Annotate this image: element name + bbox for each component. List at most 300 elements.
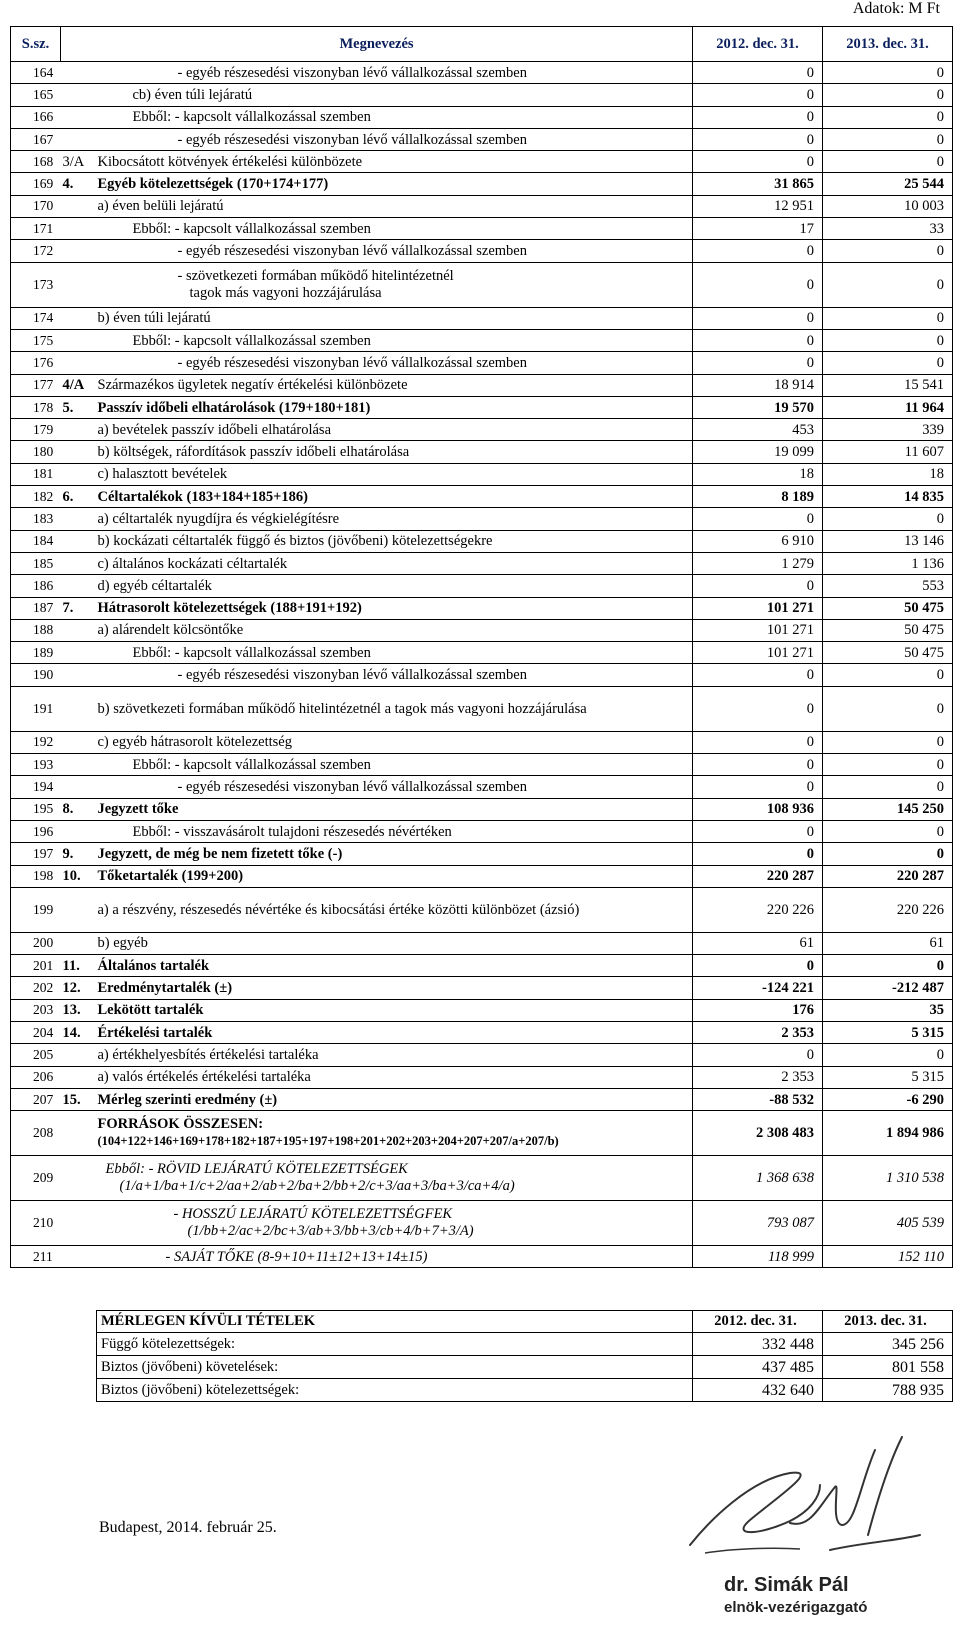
table-row <box>11 664 953 686</box>
value-2013: -6 290 <box>823 1088 953 1110</box>
row-number: 188 <box>11 619 61 641</box>
value-2012: 0 <box>693 307 823 329</box>
table-row <box>11 887 953 932</box>
table-row <box>11 374 953 396</box>
value-2012: 101 271 <box>693 619 823 641</box>
row-code <box>61 307 96 329</box>
value-2013: 15 541 <box>823 374 953 396</box>
value-2013: 35 <box>823 999 953 1021</box>
row-description: - egyéb részesedési viszonyban lévő vállalkozással szemben <box>96 62 693 84</box>
value-2012: 108 936 <box>693 798 823 820</box>
row-description: - egyéb részesedési viszonyban lévő vállalkozással szemben <box>96 240 693 262</box>
value-2012: 17 <box>693 218 823 240</box>
row-number: 172 <box>11 240 61 262</box>
table-row <box>11 1066 953 1088</box>
row-code: 4/A <box>61 374 96 396</box>
row-number: 184 <box>11 530 61 552</box>
row-description: Ebből: - kapcsolt vállalkozással szemben <box>96 218 693 240</box>
value-2012: 453 <box>693 419 823 441</box>
off-balance-header-row <box>97 1311 953 1333</box>
row-number: 175 <box>11 329 61 351</box>
signer-name: dr. Simák Pál <box>724 1574 849 1596</box>
row-number: 180 <box>11 441 61 463</box>
value-2012: 0 <box>693 820 823 842</box>
value-2012: 18 914 <box>693 374 823 396</box>
value-2013: 50 475 <box>823 619 953 641</box>
value-2012: 0 <box>693 754 823 776</box>
value-2013: 0 <box>823 686 953 731</box>
value-2013: 0 <box>823 664 953 686</box>
row-code: 9. <box>61 843 96 865</box>
row-code: 4. <box>61 173 96 195</box>
value-2012: 61 <box>693 932 823 954</box>
row-number: 192 <box>11 731 61 753</box>
value-2013: 0 <box>823 62 953 84</box>
row-number: 189 <box>11 642 61 664</box>
off-balance-row <box>97 1333 953 1356</box>
row-code <box>61 887 96 932</box>
row-number: 209 <box>11 1156 61 1201</box>
off-balance-value-2012: 432 640 <box>693 1379 823 1402</box>
liabilities-table <box>10 26 953 1268</box>
row-number: 171 <box>11 218 61 240</box>
row-description: Hátrasorolt kötelezettségek (188+191+192) <box>96 597 693 619</box>
value-2012: 12 951 <box>693 195 823 217</box>
value-2012: 0 <box>693 106 823 128</box>
row-number: 206 <box>11 1066 61 1088</box>
row-description: a) céltartalék nyugdíjra és végkielégítésre <box>96 508 693 530</box>
table-row <box>11 1111 953 1156</box>
table-row <box>11 128 953 150</box>
row-number: 201 <box>11 955 61 977</box>
value-2012: 0 <box>693 62 823 84</box>
value-2012: 0 <box>693 1044 823 1066</box>
row-code <box>61 84 96 106</box>
row-description-line: FORRÁSOK ÖSSZESEN: <box>97 1116 264 1133</box>
row-number: 177 <box>11 374 61 396</box>
place-date: Budapest, 2014. február 25. <box>99 1519 277 1536</box>
off-balance-label: Függő kötelezettségek: <box>97 1333 693 1356</box>
table-row <box>11 977 953 999</box>
row-description: Ebből: - kapcsolt vállalkozással szemben <box>96 642 693 664</box>
row-number: 164 <box>11 62 61 84</box>
value-2012: 1 368 638 <box>693 1156 823 1201</box>
value-2012: 0 <box>693 84 823 106</box>
header-2012: 2012. dec. 31. <box>693 27 823 62</box>
value-2013: 0 <box>823 731 953 753</box>
signer-title: elnök-vezérigazgató <box>724 1599 868 1616</box>
value-2013: 0 <box>823 329 953 351</box>
table-row <box>11 508 953 530</box>
table-row <box>11 151 953 173</box>
row-description: b) költségek, ráfordítások passzív időbeli elhatárolása <box>96 441 693 463</box>
table-row <box>11 106 953 128</box>
row-code: 13. <box>61 999 96 1021</box>
table-row <box>11 1201 953 1246</box>
row-description: a) alárendelt kölcsöntőke <box>96 619 693 641</box>
row-code: 3/A <box>61 151 96 173</box>
row-number: 210 <box>11 1201 61 1246</box>
unit-label: Adatok: M Ft <box>852 0 940 17</box>
row-code <box>61 128 96 150</box>
row-description: cb) éven túli lejáratú <box>96 84 693 106</box>
table-row <box>11 619 953 641</box>
header-2013: 2013. dec. 31. <box>823 27 953 62</box>
row-number: 195 <box>11 798 61 820</box>
value-2012: 19 570 <box>693 396 823 418</box>
row-description: b) éven túli lejáratú <box>96 307 693 329</box>
table-row <box>11 731 953 753</box>
row-code <box>61 776 96 798</box>
row-number: 204 <box>11 1021 61 1043</box>
row-number: 166 <box>11 106 61 128</box>
row-number: 199 <box>11 887 61 932</box>
value-2013: 0 <box>823 240 953 262</box>
row-description-line: tagok más vagyoni hozzájárulása <box>189 284 382 301</box>
table-row <box>11 776 953 798</box>
row-code <box>61 642 96 664</box>
table-row <box>11 463 953 485</box>
table-row <box>11 419 953 441</box>
row-description: Általános tartalék <box>96 955 693 977</box>
row-code <box>61 195 96 217</box>
row-description-line: (1/bb+2/ac+2/bc+3/ab+3/bb+3/cb+4/b+7+3/A) <box>187 1223 474 1240</box>
row-code <box>61 62 96 84</box>
row-description: b) egyéb <box>96 932 693 954</box>
row-number: 176 <box>11 352 61 374</box>
value-2012: 0 <box>693 240 823 262</box>
value-2013: 14 835 <box>823 486 953 508</box>
off-balance-header-2012: 2012. dec. 31. <box>693 1311 823 1333</box>
value-2013: 0 <box>823 106 953 128</box>
row-code: 14. <box>61 1021 96 1043</box>
table-row <box>11 754 953 776</box>
off-balance-value-2013: 345 256 <box>823 1333 953 1356</box>
row-description: Ebből: - visszavásárolt tulajdoni részesedés névértéken <box>96 820 693 842</box>
value-2013: 50 475 <box>823 642 953 664</box>
row-description <box>96 262 693 307</box>
table-row <box>11 552 953 574</box>
value-2013: 0 <box>823 128 953 150</box>
table-row <box>11 352 953 374</box>
row-code <box>61 218 96 240</box>
table-row <box>11 329 953 351</box>
row-code <box>61 820 96 842</box>
value-2013: 33 <box>823 218 953 240</box>
value-2013: 5 315 <box>823 1066 953 1088</box>
row-description-line: - HOSSZÚ LEJÁRATÚ KÖTELEZETTSÉGFEK <box>173 1206 453 1223</box>
row-number: 169 <box>11 173 61 195</box>
row-code <box>61 530 96 552</box>
row-code <box>61 1044 96 1066</box>
value-2013: 405 539 <box>823 1201 953 1246</box>
value-2012: 8 189 <box>693 486 823 508</box>
table-row <box>11 530 953 552</box>
value-2013: 0 <box>823 352 953 374</box>
row-number: 168 <box>11 151 61 173</box>
row-code: 10. <box>61 865 96 887</box>
value-2012: 220 226 <box>693 887 823 932</box>
row-code <box>61 575 96 597</box>
row-number: 191 <box>11 686 61 731</box>
table-row <box>11 173 953 195</box>
row-description <box>96 1111 693 1156</box>
row-code: 7. <box>61 597 96 619</box>
value-2012: 0 <box>693 128 823 150</box>
row-code: 12. <box>61 977 96 999</box>
value-2013: 0 <box>823 151 953 173</box>
row-code <box>61 686 96 731</box>
off-balance-title: MÉRLEGEN KÍVÜLI TÉTELEK <box>97 1311 693 1333</box>
header-name: Megnevezés <box>61 27 693 62</box>
off-balance-value-2012: 332 448 <box>693 1333 823 1356</box>
off-balance-value-2013: 801 558 <box>823 1356 953 1379</box>
value-2012: 0 <box>693 843 823 865</box>
value-2013: 0 <box>823 820 953 842</box>
value-2012: 2 353 <box>693 1066 823 1088</box>
row-code <box>61 262 96 307</box>
table-row <box>11 1246 953 1268</box>
row-description: a) értékhelyesbítés értékelési tartaléka <box>96 1044 693 1066</box>
row-description: Tőketartalék (199+200) <box>96 865 693 887</box>
value-2013: 553 <box>823 575 953 597</box>
row-description: Eredménytartalék (±) <box>96 977 693 999</box>
off-balance-value-2012: 437 485 <box>693 1356 823 1379</box>
value-2012: 31 865 <box>693 173 823 195</box>
row-code <box>61 932 96 954</box>
row-number: 181 <box>11 463 61 485</box>
off-balance-header-2013: 2013. dec. 31. <box>823 1311 953 1333</box>
row-code: 5. <box>61 396 96 418</box>
value-2012: 19 099 <box>693 441 823 463</box>
table-row <box>11 820 953 842</box>
value-2013: 0 <box>823 955 953 977</box>
value-2012: 0 <box>693 151 823 173</box>
value-2012: 0 <box>693 776 823 798</box>
row-description: - egyéb részesedési viszonyban lévő vállalkozással szemben <box>96 352 693 374</box>
table-row <box>11 642 953 664</box>
table-row <box>11 575 953 597</box>
table-row <box>11 307 953 329</box>
row-code: 15. <box>61 1088 96 1110</box>
off-balance-label: Biztos (jövőbeni) kötelezettségek: <box>97 1379 693 1402</box>
row-number: 183 <box>11 508 61 530</box>
row-description: - egyéb részesedési viszonyban lévő vállalkozással szemben <box>96 128 693 150</box>
value-2012: 2 308 483 <box>693 1111 823 1156</box>
row-number: 179 <box>11 419 61 441</box>
value-2012: 0 <box>693 352 823 374</box>
row-description: d) egyéb céltartalék <box>96 575 693 597</box>
row-description: c) általános kockázati céltartalék <box>96 552 693 574</box>
row-code <box>61 1201 96 1246</box>
table-header-row <box>11 27 953 62</box>
value-2013: 220 226 <box>823 887 953 932</box>
row-number: 170 <box>11 195 61 217</box>
table-row <box>11 798 953 820</box>
row-description: Ebből: - kapcsolt vállalkozással szemben <box>96 329 693 351</box>
table-row <box>11 1044 953 1066</box>
row-description-line: Ebből: - RÖVID LEJÁRATÚ KÖTELEZETTSÉGEK <box>105 1161 408 1178</box>
table-row <box>11 84 953 106</box>
value-2012: 18 <box>693 463 823 485</box>
value-2012: 176 <box>693 999 823 1021</box>
row-description: b) szövetkezeti formában működő hitelintézetnél a tagok más vagyoni hozzájárulása <box>96 686 693 731</box>
row-description: Származékos ügyletek negatív értékelési különbözete <box>96 374 693 396</box>
row-code: 6. <box>61 486 96 508</box>
value-2013: 1 136 <box>823 552 953 574</box>
value-2013: 220 287 <box>823 865 953 887</box>
table-row <box>11 441 953 463</box>
value-2012: 0 <box>693 262 823 307</box>
row-code <box>61 731 96 753</box>
value-2012: 118 999 <box>693 1246 823 1268</box>
row-number: 202 <box>11 977 61 999</box>
off-balance-value-2013: 788 935 <box>823 1379 953 1402</box>
value-2013: 339 <box>823 419 953 441</box>
row-description: Jegyzett tőke <box>96 798 693 820</box>
row-number: 211 <box>11 1246 61 1268</box>
signature-image <box>670 1425 930 1575</box>
row-number: 173 <box>11 262 61 307</box>
row-code <box>61 463 96 485</box>
value-2013: 0 <box>823 754 953 776</box>
row-number: 167 <box>11 128 61 150</box>
table-row <box>11 396 953 418</box>
table-row <box>11 955 953 977</box>
value-2012: -124 221 <box>693 977 823 999</box>
row-number: 174 <box>11 307 61 329</box>
row-description-line: (104+122+146+169+178+182+187+195+197+198+201+202+203+204+207+207/a+207/b) <box>97 1134 559 1149</box>
value-2013: 50 475 <box>823 597 953 619</box>
row-description: Céltartalékok (183+184+185+186) <box>96 486 693 508</box>
table-row <box>11 865 953 887</box>
value-2012: 0 <box>693 686 823 731</box>
row-number: 196 <box>11 820 61 842</box>
table-row <box>11 1088 953 1110</box>
off-balance-row <box>97 1356 953 1379</box>
row-code <box>61 352 96 374</box>
row-description: Kibocsátott kötvények értékelési különbözete <box>96 151 693 173</box>
row-number: 182 <box>11 486 61 508</box>
row-code <box>61 441 96 463</box>
value-2013: 0 <box>823 84 953 106</box>
value-2013: 11 607 <box>823 441 953 463</box>
table-row <box>11 1156 953 1201</box>
row-description: a) éven belüli lejáratú <box>96 195 693 217</box>
value-2013: 0 <box>823 262 953 307</box>
row-description: Mérleg szerinti eredmény (±) <box>96 1088 693 1110</box>
row-description-line: (1/a+1/ba+1/c+2/aa+2/ab+2/ba+2/bb+2/c+3/aa+3/ba+3/ca+4/a) <box>119 1178 515 1195</box>
row-number: 190 <box>11 664 61 686</box>
row-description <box>96 1156 693 1201</box>
row-code <box>61 329 96 351</box>
value-2013: 61 <box>823 932 953 954</box>
value-2013: 0 <box>823 1044 953 1066</box>
table-row <box>11 218 953 240</box>
row-number: 203 <box>11 999 61 1021</box>
row-description: Értékelési tartalék <box>96 1021 693 1043</box>
row-code: 8. <box>61 798 96 820</box>
value-2013: 0 <box>823 843 953 865</box>
row-description: Ebből: - kapcsolt vállalkozással szemben <box>96 106 693 128</box>
row-description <box>96 1201 693 1246</box>
value-2012: 0 <box>693 955 823 977</box>
off-balance-row <box>97 1379 953 1402</box>
value-2012: 0 <box>693 575 823 597</box>
row-code <box>61 552 96 574</box>
row-number: 205 <box>11 1044 61 1066</box>
value-2012: 793 087 <box>693 1201 823 1246</box>
row-description: Lekötött tartalék <box>96 999 693 1021</box>
table-row <box>11 1021 953 1043</box>
row-code <box>61 1111 96 1156</box>
value-2013: 5 315 <box>823 1021 953 1043</box>
value-2013: 25 544 <box>823 173 953 195</box>
value-2012: 0 <box>693 508 823 530</box>
row-description: Ebből: - kapcsolt vállalkozással szemben <box>96 754 693 776</box>
value-2012: 0 <box>693 329 823 351</box>
table-row <box>11 999 953 1021</box>
row-description: - SAJÁT TŐKE (8-9+10+11±12+13+14±15) <box>96 1246 693 1268</box>
value-2012: 2 353 <box>693 1021 823 1043</box>
row-description-line: - szövetkezeti formában működő hitelintézetnél <box>177 267 454 284</box>
value-2013: 152 110 <box>823 1246 953 1268</box>
value-2013: 1 894 986 <box>823 1111 953 1156</box>
row-description: a) bevételek passzív időbeli elhatárolása <box>96 419 693 441</box>
row-number: 187 <box>11 597 61 619</box>
value-2012: 6 910 <box>693 530 823 552</box>
table-row <box>11 62 953 84</box>
header-num: S.sz. <box>11 27 61 62</box>
value-2012: 220 287 <box>693 865 823 887</box>
row-code <box>61 1156 96 1201</box>
row-code: 11. <box>61 955 96 977</box>
row-number: 186 <box>11 575 61 597</box>
value-2013: 10 003 <box>823 195 953 217</box>
value-2013: 18 <box>823 463 953 485</box>
value-2013: 0 <box>823 307 953 329</box>
value-2012: 101 271 <box>693 597 823 619</box>
row-number: 194 <box>11 776 61 798</box>
row-number: 197 <box>11 843 61 865</box>
row-code <box>61 106 96 128</box>
row-description: c) egyéb hátrasorolt kötelezettség <box>96 731 693 753</box>
row-description: - egyéb részesedési viszonyban lévő vállalkozással szemben <box>96 776 693 798</box>
table-row <box>11 195 953 217</box>
table-row <box>11 597 953 619</box>
value-2013: 0 <box>823 776 953 798</box>
row-description: b) kockázati céltartalék függő és biztos (jövőbeni) kötelezettségekre <box>96 530 693 552</box>
row-number: 185 <box>11 552 61 574</box>
value-2012: -88 532 <box>693 1088 823 1110</box>
row-number: 165 <box>11 84 61 106</box>
table-row <box>11 486 953 508</box>
off-balance-label: Biztos (jövőbeni) követelések: <box>97 1356 693 1379</box>
value-2013: 0 <box>823 508 953 530</box>
row-number: 200 <box>11 932 61 954</box>
table-row <box>11 932 953 954</box>
row-code <box>61 619 96 641</box>
value-2012: 1 279 <box>693 552 823 574</box>
row-code <box>61 1246 96 1268</box>
value-2013: -212 487 <box>823 977 953 999</box>
row-number: 193 <box>11 754 61 776</box>
row-code <box>61 508 96 530</box>
off-balance-table <box>96 1310 953 1402</box>
value-2012: 0 <box>693 664 823 686</box>
table-row <box>11 262 953 307</box>
row-number: 178 <box>11 396 61 418</box>
